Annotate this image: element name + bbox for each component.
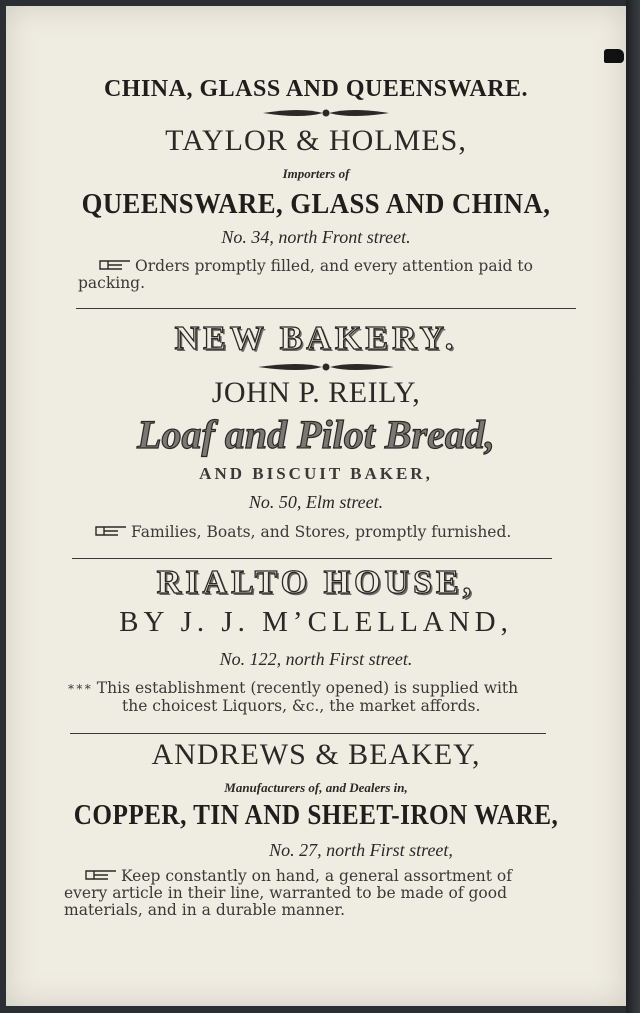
ad4-note [64, 868, 584, 919]
ad1-note-line2: packing. [78, 274, 146, 292]
pointing-hand-icon [98, 258, 132, 272]
ad2-address: No. 50, Elm street. [248, 492, 384, 512]
document-page [6, 6, 626, 1006]
ad4-note-line2: every article in their line, warranted to be made of good [64, 884, 508, 902]
section-divider [76, 308, 576, 309]
ad3-note-line2: the choicest Liquors, &c., the market affords. [122, 697, 481, 715]
ad3-business-name: BY J. J. M’CLELLAND, [119, 606, 513, 638]
ornament-divider [256, 361, 396, 373]
ad1-business-name: TAYLOR & HOLMES, [165, 124, 467, 157]
section-divider [70, 733, 546, 734]
ad1-subtitle: Importers of [282, 166, 350, 181]
ad2-note-line1: Families, Boats, and Stores, promptly furnished. [131, 523, 512, 541]
ad2-note [94, 524, 594, 541]
ad3-note-line1: This establishment (recently opened) is supplied with [96, 679, 519, 697]
ad1-note [78, 258, 578, 292]
ad4-note-line1: Keep constantly on hand, a general assortment of [121, 867, 513, 885]
asterism-marker: * * * [68, 682, 91, 696]
ad1-heading: CHINA, GLASS AND QUEENSWARE. [103, 76, 529, 102]
ad3-address: No. 122, north First street. [219, 649, 413, 669]
ad4-address: No. 27, north First street, [269, 840, 453, 860]
ad1-note-line1: Orders promptly filled, and every attention paid to [135, 257, 533, 275]
ad4-subtitle: Manufacturers of, and Dealers in, [224, 780, 408, 795]
pointing-hand-icon [84, 868, 118, 882]
ad4-business-name: ANDREWS & BEAKEY, [151, 738, 481, 771]
ad1-address: No. 34, north Front street. [221, 227, 411, 247]
ad2-subtitle: AND BISCUIT BAKER, [199, 464, 433, 483]
ad3-heading: RIALTO HOUSE, [156, 564, 476, 601]
ad2-tagline: Loaf and Pilot Bread, [137, 412, 495, 457]
ad4-tagline: COPPER, TIN AND SHEET-IRON WARE, [73, 800, 559, 831]
ad3-note [68, 680, 588, 715]
pointing-hand-icon [94, 524, 128, 538]
ad1-tagline: QUEENSWARE, GLASS AND CHINA, [81, 188, 551, 220]
ad2-business-name: JOHN P. REILY, [211, 376, 421, 409]
page-edge [626, 0, 640, 1013]
section-divider [72, 558, 552, 559]
ornament-divider [261, 107, 391, 119]
ad2-heading: NEW BAKERY. [174, 320, 458, 357]
ink-blot [604, 49, 624, 63]
ad4-note-line3: materials, and in a durable manner. [64, 901, 346, 919]
